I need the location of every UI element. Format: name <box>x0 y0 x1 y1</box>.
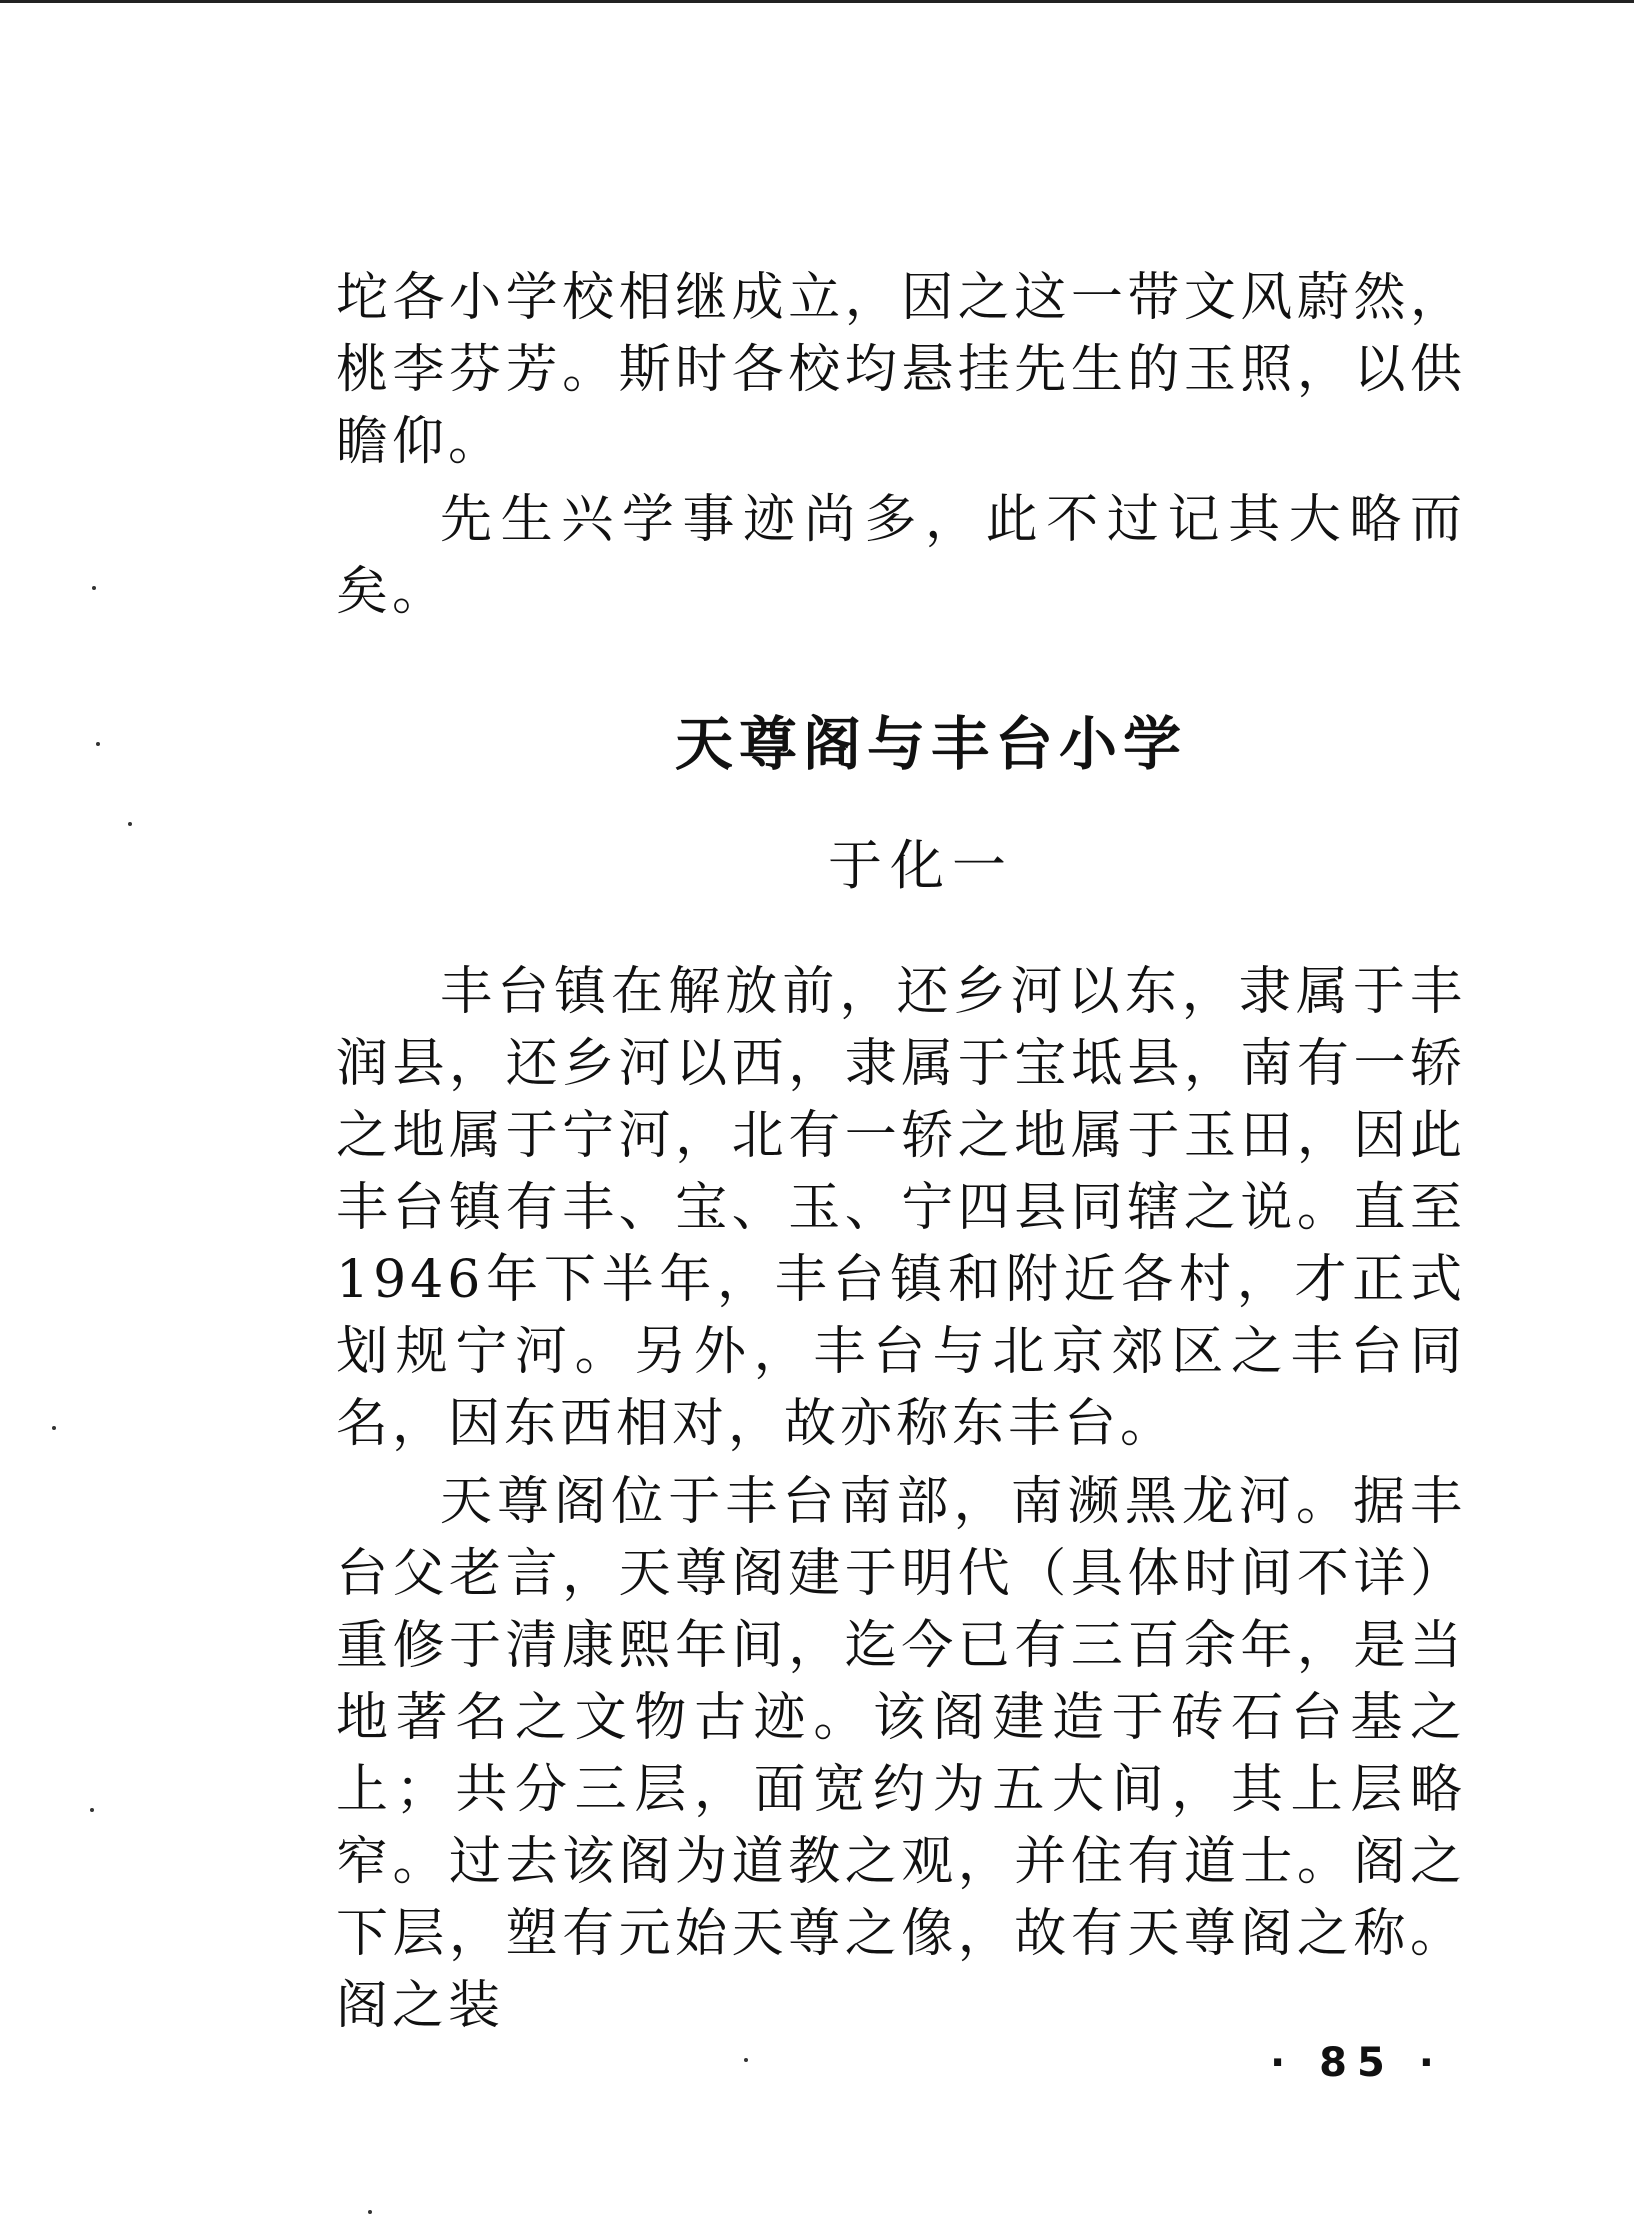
article-paragraph-1: 丰台镇在解放前，还乡河以东，隶属于丰润县，还乡河以西，隶属于宝坻县，南有一轿之地属于宁河，北有一轿之地属于玉田，因此丰台镇有丰、宝、玉、宁四县同辖之说。直至1946年下半年，丰台镇和附近各村，才正式划规宁河。另外，丰台与北京郊区之丰台同名，因东西相对，故亦称东丰台。 <box>336 962 1466 1454</box>
top-border-line <box>0 0 1634 3</box>
scan-speck <box>92 586 96 590</box>
scan-speck <box>90 1808 94 1812</box>
page-number: · 85 · <box>1270 2040 1444 2086</box>
scan-speck <box>52 1426 56 1430</box>
continued-paragraph: 坨各小学校相继成立，因之这一带文风蔚然，桃李芬芳。斯时各校均悬挂先生的玉照，以供瞻仰。 <box>336 268 1466 472</box>
article-author: 于化一 <box>828 834 1014 897</box>
article-body <box>336 956 1466 2042</box>
scan-speck <box>128 822 132 826</box>
article-paragraph-2: 天尊阁位于丰台南部，南濒黑龙河。据丰台父老言，天尊阁建于明代（具体时间不详）重修于清康熙年间，迄今已有三百余年，是当地著名之文物古迹。该阁建造于砖石台基之上；共分三层，面宽约为五大间，其上层略窄。过去该阁为道教之观，并住有道士。阁之下层，塑有元始天尊之像，故有天尊阁之称。阁之装 <box>336 1472 1466 2036</box>
scan-speck <box>96 742 100 746</box>
closing-paragraph: 先生兴学事迹尚多，此不过记其大略而矣。 <box>336 490 1466 622</box>
scan-speck <box>368 2210 372 2214</box>
article-title: 天尊阁与丰台小学 <box>674 710 1187 778</box>
book-page <box>336 262 1466 2042</box>
scan-speck <box>744 2058 748 2062</box>
